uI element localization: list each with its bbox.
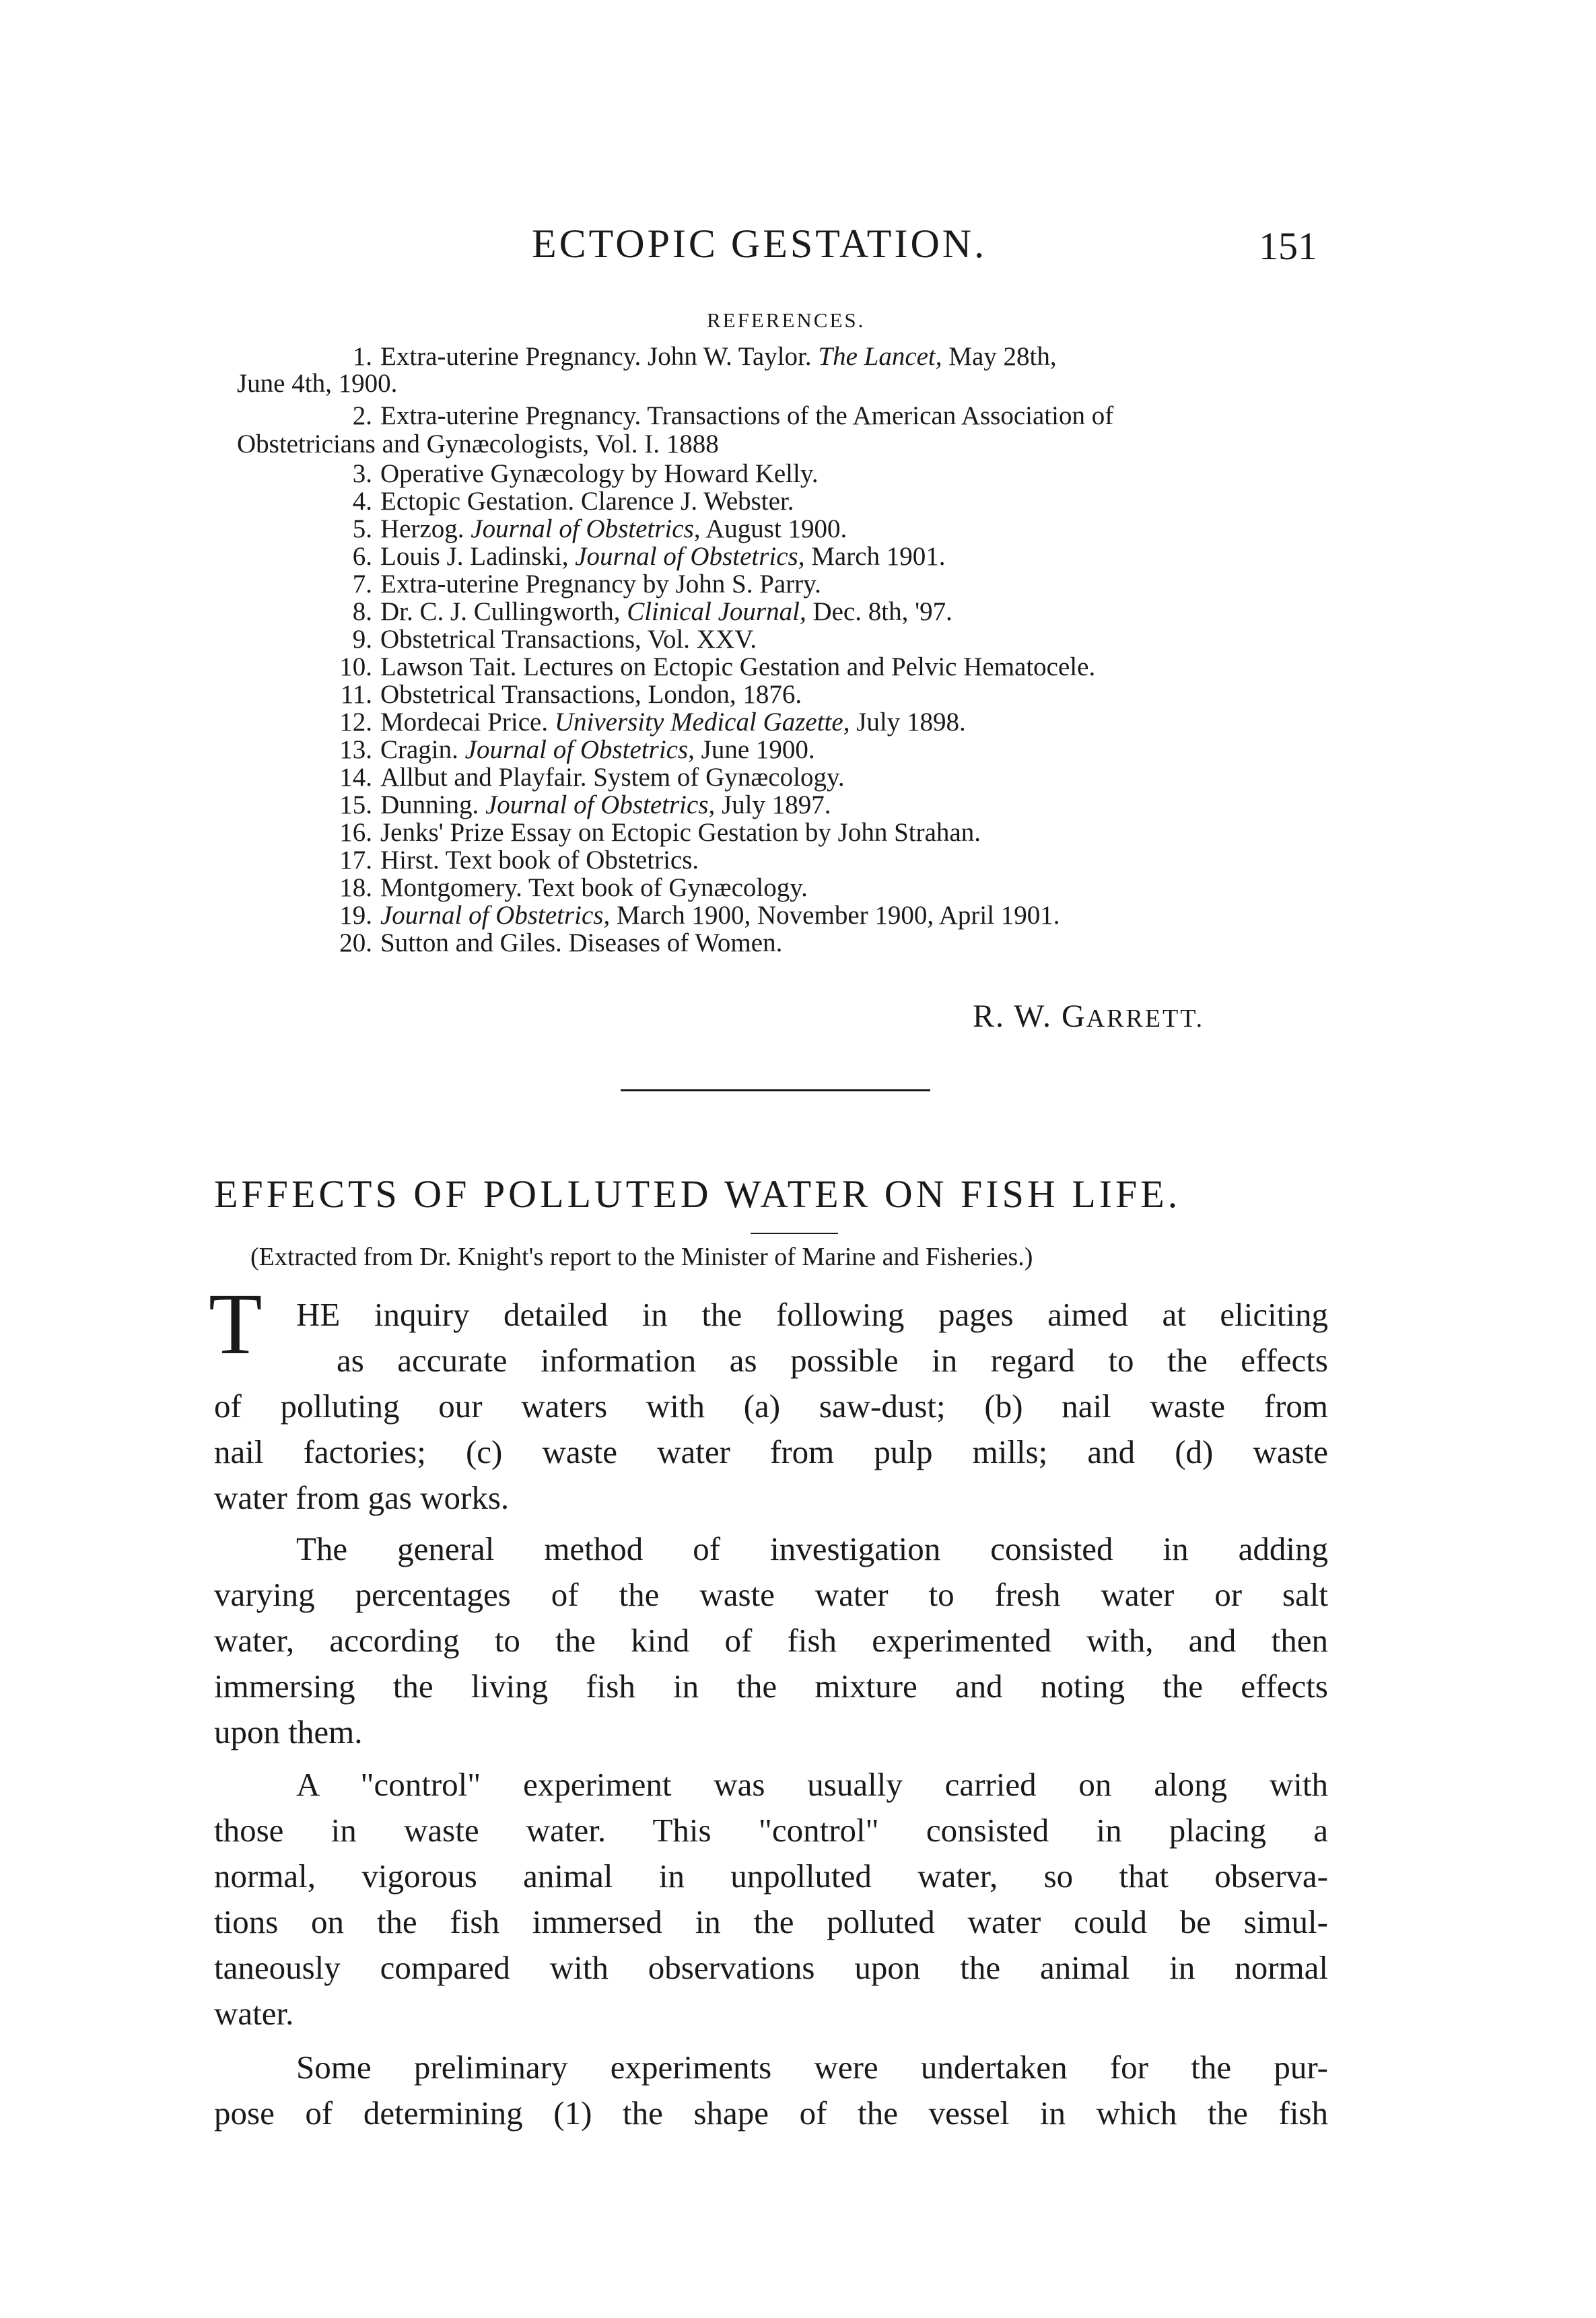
reference-item: 20. Sutton and Giles. Diseases of Women. (333, 928, 782, 958)
paragraph-line: The general method of investigation consisted in adding (296, 1530, 1328, 1567)
reference-number: 20. (339, 928, 372, 957)
reference-item: 7. Extra-uterine Pregnancy by John S. Parry. (333, 570, 821, 599)
reference-number: 11. (340, 680, 372, 709)
extract-note: (Extracted from Dr. Knight's report to the Minister of Marine and Fisheries.) (250, 1243, 1033, 1271)
reference-number: 12. (339, 708, 372, 737)
reference-item: 12. Mordecai Price. University Medical Gazette, July 1898. (333, 708, 966, 737)
paragraph-line: taneously compared with observations upon the animal in normal (214, 1949, 1328, 1986)
reference-number: 17. (339, 846, 372, 875)
reference-number: 4. (352, 487, 372, 516)
journal-title: Journal of Obstetrics, (380, 901, 611, 930)
paragraph-line: those in waste water. This "control" consisted in placing a (214, 1812, 1328, 1849)
paragraph-line: varying percentages of the waste water to fresh water or salt (214, 1576, 1328, 1613)
journal-title: Journal of Obstetrics, (464, 735, 695, 764)
reference-number: 1. (352, 342, 372, 371)
author-signature: R. W. GARRETT. (973, 998, 1205, 1034)
reference-number: 14. (339, 763, 372, 792)
reference-item: 5. Herzog. Journal of Obstetrics, August 1900. (333, 514, 847, 544)
reference-number: 7. (352, 570, 372, 599)
paragraph-line: water from gas works. (214, 1479, 510, 1516)
reference-continuation: June 4th, 1900. (237, 369, 398, 398)
reference-item: 10. Lawson Tait. Lectures on Ectopic Gestation and Pelvic Hematocele. (333, 652, 1095, 682)
reference-continuation: Obstetricians and Gynæcologists, Vol. I. 1888 (237, 430, 719, 458)
reference-item: 18. Montgomery. Text book of Gynæcology. (333, 873, 808, 903)
reference-item: 9. Obstetrical Transactions, Vol. XXV. (333, 625, 757, 654)
paragraph-line: A "control" experiment was usually carried on along with (296, 1766, 1328, 1803)
reference-number: 18. (339, 873, 372, 902)
references-heading: REFERENCES. (707, 308, 866, 332)
reference-number: 5. (352, 514, 372, 543)
paragraph-line: as accurate information as possible in regard to the effects (337, 1342, 1328, 1379)
paragraph-line: HE inquiry detailed in the following pages aimed at eliciting (296, 1296, 1328, 1333)
reference-number: 6. (352, 542, 372, 571)
drop-cap: T (209, 1276, 263, 1373)
reference-number: 3. (352, 459, 372, 488)
reference-number: 16. (339, 818, 372, 847)
reference-item: 17. Hirst. Text book of Obstetrics. (333, 846, 699, 875)
reference-item: 3. Operative Gynæcology by Howard Kelly. (333, 459, 819, 489)
page-number: 151 (1259, 224, 1317, 268)
paragraph-line: water, according to the kind of fish experimented with, and then (214, 1622, 1328, 1659)
paragraph-line: tions on the fish immersed in the polluted water could be simul- (214, 1903, 1328, 1940)
paragraph-line: upon them. (214, 1713, 363, 1750)
paragraph-line: pose of determining (1) the shape of the vessel in which the fish (214, 2094, 1328, 2132)
reference-item: 14. Allbut and Playfair. System of Gynæcology. (333, 763, 845, 792)
paragraph-line: normal, vigorous animal in unpolluted water, so that observa- (214, 1857, 1328, 1895)
journal-title: University Medical Gazette, (554, 708, 850, 737)
reference-item: 4. Ectopic Gestation. Clarence J. Webster. (333, 487, 794, 516)
title-rule (751, 1233, 838, 1234)
running-title: ECTOPIC GESTATION. (532, 221, 987, 266)
reference-item: 6. Louis J. Ladinski, Journal of Obstetrics, March 1901. (333, 542, 946, 572)
reference-number: 15. (339, 790, 372, 819)
reference-item: 15. Dunning. Journal of Obstetrics, July 1897. (333, 790, 831, 820)
journal-title: The Lancet, (818, 342, 942, 371)
paragraph-line: of polluting our waters with (a) saw-dust; (b) nail waste from (214, 1388, 1328, 1425)
reference-number: 8. (352, 597, 372, 626)
journal-title: Journal of Obstetrics, (485, 790, 716, 819)
reference-item: 16. Jenks' Prize Essay on Ectopic Gestation by John Strahan. (333, 818, 981, 848)
reference-item: 13. Cragin. Journal of Obstetrics, June 1900. (333, 735, 815, 765)
reference-number: 13. (339, 735, 372, 764)
reference-number: 10. (339, 652, 372, 681)
paragraph-line: immersing the living fish in the mixture and noting the effects (214, 1668, 1328, 1705)
section-divider (621, 1089, 930, 1091)
reference-item: 11. Obstetrical Transactions, London, 1876. (333, 680, 802, 710)
journal-title: Clinical Journal, (627, 597, 806, 626)
reference-item: 1. Extra-uterine Pregnancy. John W. Taylor. The Lancet, May 28th, (333, 342, 1057, 372)
paragraph-line: nail factories; (c) waste water from pulp mills; and (d) waste (214, 1433, 1328, 1470)
reference-item: 8. Dr. C. J. Cullingworth, Clinical Journal, Dec. 8th, '97. (333, 597, 952, 627)
reference-item: 19. Journal of Obstetrics, March 1900, November 1900, April 1901. (333, 901, 1060, 930)
journal-title: Journal of Obstetrics, (471, 514, 701, 543)
journal-title: Journal of Obstetrics, (575, 542, 805, 571)
reference-item: 2. Extra-uterine Pregnancy. Transactions of the American Association of (333, 401, 1113, 431)
paragraph-line: Some preliminary experiments were undertaken for the pur- (296, 2049, 1328, 2086)
article-title: EFFECTS OF POLLUTED WATER ON FISH LIFE. (214, 1172, 1181, 1216)
reference-number: 2. (352, 401, 372, 430)
reference-number: 9. (352, 625, 372, 654)
reference-number: 19. (339, 901, 372, 930)
paragraph-line: water. (214, 1995, 294, 2032)
